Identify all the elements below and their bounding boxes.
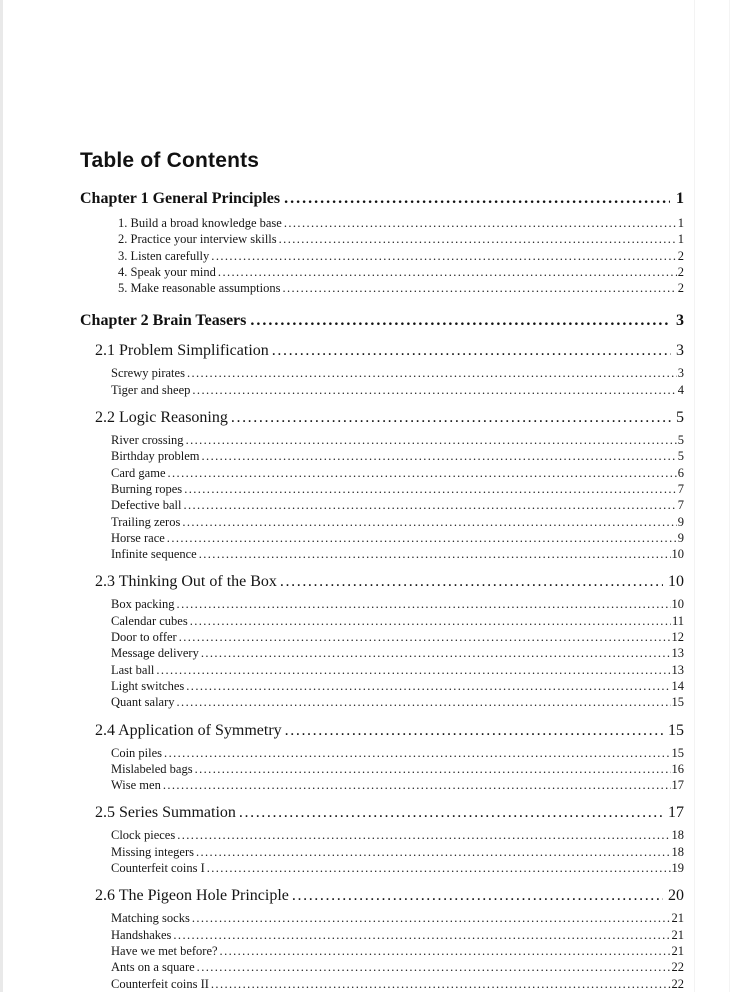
toc-entry-label: Door to offer [111, 630, 177, 645]
dot-leader [197, 959, 671, 975]
toc-entry [80, 497, 684, 513]
toc-entry [80, 745, 684, 761]
toc-entry-label: Have we met before? [111, 943, 218, 958]
toc-entry [80, 365, 684, 381]
toc-entry-label: 2. Practice your interview skills [118, 232, 277, 247]
toc-entry [80, 530, 684, 546]
toc-entry-page: 3 [676, 312, 684, 330]
dot-leader [284, 215, 677, 231]
dot-leader [218, 264, 677, 280]
toc-entry [80, 910, 684, 926]
toc-entry-label: Tiger and sheep [111, 382, 191, 397]
toc-entry-label: Message delivery [111, 646, 199, 661]
toc-entry [80, 340, 684, 361]
toc-entry [80, 927, 684, 943]
toc-entry-page: 21 [671, 911, 684, 926]
toc-entry-label: Counterfeit coins I [111, 861, 205, 876]
dot-leader [231, 407, 671, 428]
dot-leader [163, 777, 671, 793]
dot-leader [177, 596, 671, 612]
toc-entry [80, 514, 684, 530]
toc-entry [80, 777, 684, 793]
toc-entry-page: 6 [677, 465, 684, 480]
toc-entry-label: Missing integers [111, 844, 194, 859]
dot-leader [211, 976, 671, 992]
dot-leader [292, 885, 663, 906]
dot-leader [199, 546, 671, 562]
toc-entry-label: Box packing [111, 597, 175, 612]
dot-leader [272, 340, 671, 361]
dot-leader [186, 678, 670, 694]
toc-entry-label: Birthday problem [111, 449, 200, 464]
toc-entry-label: Chapter 2 Brain Teasers [80, 312, 247, 330]
toc-entry-label: Chapter 1 General Principles [80, 190, 281, 207]
toc-entry-label: Coin piles [111, 745, 163, 760]
toc-content [80, 0, 684, 992]
toc-entry-page: 10 [671, 597, 684, 612]
toc-entry [80, 382, 684, 398]
toc-entry [80, 248, 684, 264]
toc-entry-page: 18 [671, 828, 684, 843]
dot-leader [282, 280, 676, 296]
toc-entry [80, 694, 684, 710]
toc-entry-page: 1 [676, 190, 684, 207]
toc-entry [80, 860, 684, 876]
toc-entry [80, 645, 684, 661]
toc-list [80, 189, 684, 992]
toc-entry [80, 189, 684, 209]
dot-leader [192, 382, 676, 398]
dot-leader [167, 530, 677, 546]
toc-entry-label: Wise men [111, 778, 161, 793]
toc-entry-label: Horse race [111, 530, 165, 545]
toc-entry-page: 16 [671, 761, 684, 776]
toc-entry [80, 959, 684, 975]
toc-entry [80, 720, 684, 741]
toc-entry-label: Defective ball [111, 498, 182, 513]
toc-entry-label: Clock pieces [111, 828, 176, 843]
dot-leader [184, 481, 677, 497]
dot-leader [250, 311, 670, 331]
toc-entry-label: Last ball [111, 662, 155, 677]
toc-entry-label: 2.2 Logic Reasoning [95, 409, 228, 427]
page-edge-shadow [0, 0, 3, 992]
toc-entry-label: Card game [111, 465, 166, 480]
toc-entry-page: 21 [671, 927, 684, 942]
toc-entry [80, 761, 684, 777]
dot-leader [173, 927, 670, 943]
toc-entry-page: 5 [677, 449, 684, 464]
toc-entry [80, 613, 684, 629]
toc-entry [80, 465, 684, 481]
page-fold-line [729, 0, 730, 992]
toc-entry-label: Quant salary [111, 695, 175, 710]
dot-leader [182, 514, 676, 530]
toc-entry [80, 432, 684, 448]
toc-entry-page: 7 [677, 498, 684, 513]
toc-entry-page: 2 [677, 264, 684, 279]
toc-entry-page: 2 [677, 281, 684, 296]
toc-entry-page: 5 [676, 409, 684, 427]
toc-entry-page: 3 [677, 366, 684, 381]
page-title: Table of Contents [80, 149, 260, 172]
dot-leader [239, 802, 663, 823]
toc-entry [80, 662, 684, 678]
toc-entry [80, 481, 684, 497]
toc-entry-label: 3. Listen carefully [118, 248, 210, 263]
toc-entry-label: Infinite sequence [111, 547, 197, 562]
toc-entry-page: 12 [671, 630, 684, 645]
toc-entry-page: 17 [668, 804, 684, 822]
toc-entry [80, 943, 684, 959]
toc-entry-page: 3 [676, 342, 684, 360]
toc-entry-page: 19 [671, 861, 684, 876]
toc-entry-page: 11 [671, 613, 684, 628]
toc-entry-page: 15 [668, 721, 684, 739]
dot-leader [186, 432, 677, 448]
toc-entry [80, 215, 684, 231]
dot-leader [190, 613, 671, 629]
toc-entry-label: River crossing [111, 433, 184, 448]
toc-entry [80, 231, 684, 247]
toc-entry [80, 264, 684, 280]
toc-entry-page: 9 [677, 514, 684, 529]
dot-leader [177, 694, 671, 710]
toc-entry [80, 629, 684, 645]
toc-entry-page: 9 [677, 530, 684, 545]
toc-entry-label: Matching socks [111, 911, 190, 926]
dot-leader [201, 645, 671, 661]
toc-entry-label: Light switches [111, 678, 185, 693]
page-fold-line [694, 0, 695, 992]
toc-entry-label: 4. Speak your mind [118, 264, 216, 279]
dot-leader [279, 231, 677, 247]
toc-entry [80, 976, 684, 992]
toc-entry-label: Burning ropes [111, 481, 183, 496]
toc-entry-label: Ants on a square [111, 960, 195, 975]
toc-entry [80, 546, 684, 562]
dot-leader [207, 860, 671, 876]
toc-entry [80, 407, 684, 428]
dot-leader [164, 745, 670, 761]
toc-entry-page: 5 [677, 433, 684, 448]
dot-leader [195, 761, 671, 777]
toc-entry [80, 448, 684, 464]
toc-entry-page: 20 [668, 887, 684, 905]
dot-leader [179, 629, 671, 645]
toc-entry-label: Mislabeled bags [111, 761, 193, 776]
toc-entry-page: 13 [671, 646, 684, 661]
toc-entry-page: 17 [671, 778, 684, 793]
toc-entry-page: 10 [668, 573, 684, 591]
toc-entry [80, 311, 684, 331]
toc-entry-page: 15 [671, 745, 684, 760]
dot-leader [202, 448, 677, 464]
toc-entry-page: 21 [671, 943, 684, 958]
toc-entry-page: 22 [671, 960, 684, 975]
dot-leader [285, 720, 663, 741]
toc-entry-label: 2.5 Series Summation [95, 804, 236, 822]
toc-entry-page: 1 [677, 216, 684, 230]
toc-entry-label: Calendar cubes [111, 613, 188, 628]
toc-entry [80, 571, 684, 592]
toc-entry-label: 2.4 Application of Symmetry [95, 721, 282, 739]
toc-entry-page: 1 [677, 232, 684, 247]
dot-leader [177, 827, 670, 843]
toc-entry-label: Screwy pirates [111, 366, 185, 381]
toc-entry-label: Trailing zeros [111, 514, 181, 529]
toc-entry [80, 678, 684, 694]
dot-leader [280, 571, 663, 592]
toc-entry [80, 827, 684, 843]
toc-entry-page: 18 [671, 844, 684, 859]
toc-entry-page: 15 [671, 695, 684, 710]
dot-leader [187, 365, 677, 381]
dot-leader [211, 248, 676, 264]
toc-entry [80, 844, 684, 860]
toc-entry-label: Counterfeit coins II [111, 976, 209, 991]
dot-leader [156, 662, 670, 678]
dot-leader [284, 189, 670, 209]
toc-entry-label: 5. Make reasonable assumptions [118, 281, 281, 296]
toc-entry-label: 2.3 Thinking Out of the Box [95, 573, 277, 591]
dot-leader [192, 910, 671, 926]
toc-entry-page: 14 [671, 678, 684, 693]
dot-leader [183, 497, 676, 513]
dot-leader [168, 465, 677, 481]
toc-entry [80, 596, 684, 612]
toc-entry-label: 1. Build a broad knowledge base [118, 216, 282, 230]
toc-entry-page: 13 [671, 662, 684, 677]
dot-leader [196, 844, 671, 860]
toc-entry-label: Handshakes [111, 927, 172, 942]
toc-entry [80, 802, 684, 823]
toc-entry-page: 22 [671, 976, 684, 991]
toc-entry-label: 2.6 The Pigeon Hole Principle [95, 887, 289, 905]
dot-leader [220, 943, 671, 959]
toc-entry [80, 885, 684, 906]
toc-entry-page: 7 [677, 481, 684, 496]
toc-entry-page: 4 [677, 382, 684, 397]
toc-entry-page: 2 [677, 248, 684, 263]
toc-entry-page: 10 [671, 547, 684, 562]
toc-entry-label: 2.1 Problem Simplification [95, 342, 269, 360]
toc-entry [80, 280, 684, 296]
